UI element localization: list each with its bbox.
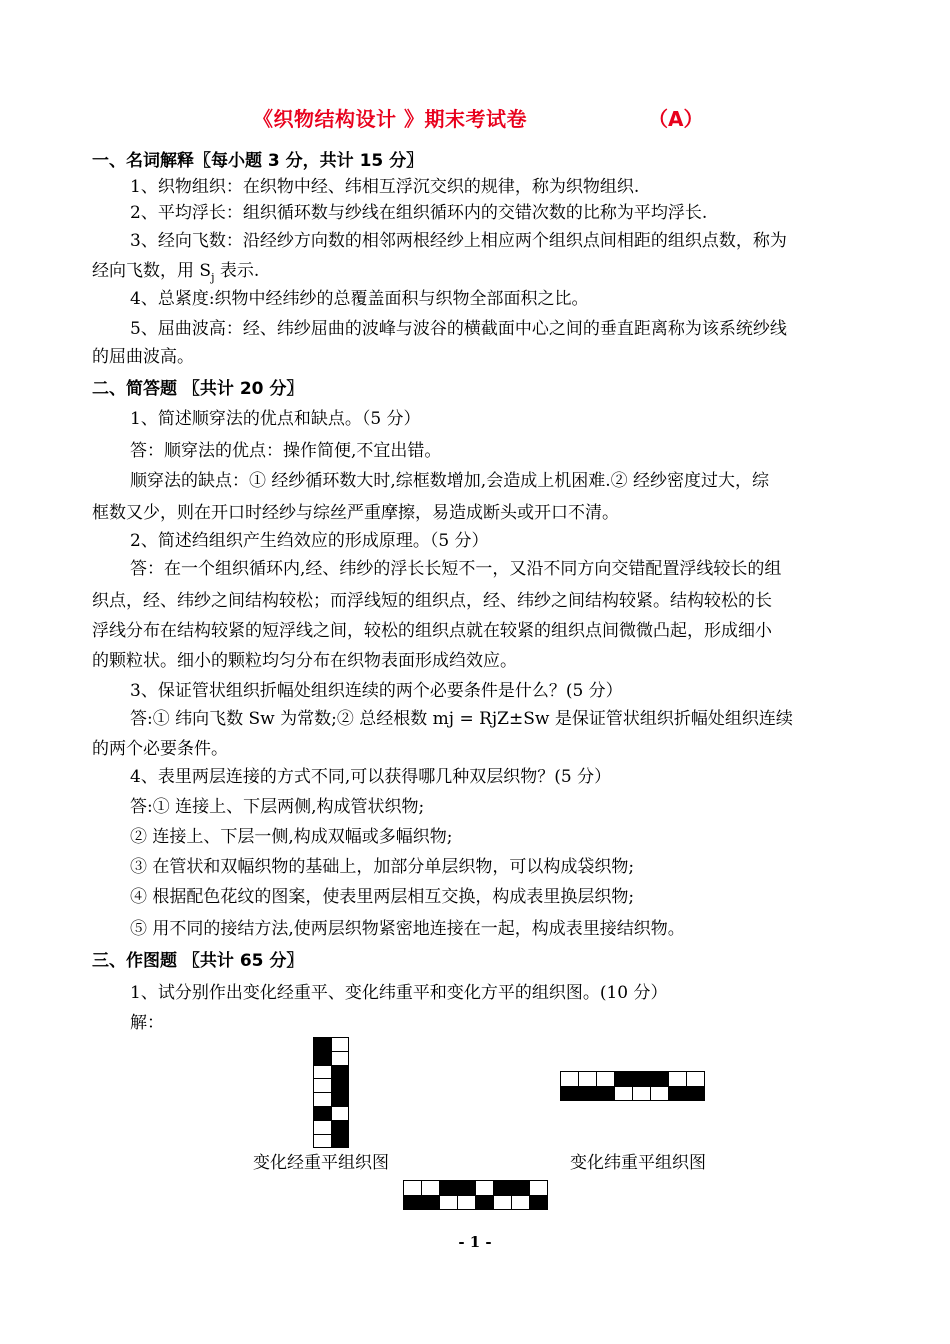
s2-a2-line-2: 织点，经、纬纱之间结构较松；而浮线短的组织点，经、纬纱之间结构较紧。结构较松的长	[92, 591, 772, 611]
weave-cell	[511, 1180, 530, 1196]
weave-cell	[331, 1037, 350, 1052]
weave-cell	[614, 1086, 633, 1102]
exam-title	[0, 103, 950, 137]
section2-heading: 二、简答题 〖共计 20 分〗	[92, 379, 304, 399]
s2-a4-line-4: ④ 根据配色花纹的图案，使表里两层相互交换，构成表里换层织物;	[130, 887, 635, 907]
weave-cell	[331, 1120, 350, 1135]
weave-cell	[313, 1051, 332, 1066]
exam-paper-tag: （A）	[648, 107, 704, 131]
warp-rib-weave-diagram	[313, 1037, 349, 1149]
s2-q1: 1、简述顺穿法的优点和缺点。（5 分）	[130, 409, 421, 429]
weave-cell	[686, 1086, 705, 1102]
weave-cell	[632, 1071, 651, 1087]
s2-q3: 3、保证管状组织折幅处组织连续的两个必要条件是什么？(5 分）	[130, 681, 623, 701]
weave-cell	[475, 1195, 494, 1211]
weave-cell	[313, 1065, 332, 1080]
s1-line-1: 1、织物组织：在织物中经、纬相互浮沉交织的规律，称为织物组织.	[130, 177, 640, 197]
s3-q1: 1、试分别作出变化经重平、变化纬重平和变化方平的组织图。(10 分）	[130, 983, 668, 1003]
s2-a1-line-2: 顺穿法的缺点：① 经纱循环数大时,综框数增加,会造成上机困难.② 经纱密度过大，综	[130, 471, 770, 491]
weave-cell	[331, 1092, 350, 1107]
weave-cell	[511, 1195, 530, 1211]
weave-cell	[596, 1086, 615, 1102]
weave-cell	[403, 1195, 422, 1211]
s2-a1-line-3: 框数又少，则在开口时经纱与综丝严重摩擦，易造成断头或开口不清。	[92, 503, 619, 523]
weave-cell	[560, 1086, 579, 1102]
s2-a2-line-3: 浮线分布在结构较紧的短浮线之间，较松的组织点就在较紧的组织点间微微凸起，形成细小	[92, 621, 772, 641]
page-number: - 1 -	[458, 1233, 492, 1251]
s3-solution-label: 解：	[130, 1013, 164, 1033]
weave-cell	[439, 1180, 458, 1196]
s1-line-4	[92, 258, 950, 286]
section3-heading: 三、作图题 〖共计 65 分〗	[92, 951, 304, 971]
s2-a4-line-1: 答:① 连接上、下层两侧,构成管状织物;	[130, 797, 425, 817]
s2-q4: 4、表里两层连接的方式不同,可以获得哪几种双层织物？(5 分）	[130, 767, 612, 787]
s1-line-4-subscript: j	[211, 271, 215, 284]
s2-a4-line-3: ③ 在管状和双幅织物的基础上，加部分单层织物，可以构成袋织物;	[130, 857, 635, 877]
weave-cell	[493, 1180, 512, 1196]
s2-a1-line-1: 答：顺穿法的优点：操作简便,不宜出错。	[130, 441, 442, 461]
weave-cell	[331, 1134, 350, 1149]
weave-cell	[650, 1086, 669, 1102]
s1-line-2: 2、平均浮长：组织循环数与纱线在组织循环内的交错次数的比称为平均浮长.	[130, 203, 708, 223]
weave-cell	[668, 1086, 687, 1102]
weave-cell	[578, 1086, 597, 1102]
weave-cell	[313, 1078, 332, 1093]
weave-cell	[457, 1180, 476, 1196]
weft-rib-caption: 变化纬重平组织图	[570, 1153, 706, 1173]
weave-cell	[529, 1195, 548, 1211]
weave-cell	[614, 1071, 633, 1087]
weave-cell	[596, 1071, 615, 1087]
weave-cell	[403, 1180, 422, 1196]
s1-line-7: 的屈曲波高。	[92, 347, 194, 367]
s1-line-4-text: 经向飞数，用 S	[92, 261, 212, 281]
weave-cell	[686, 1071, 705, 1087]
weave-cell	[493, 1195, 512, 1211]
weave-cell	[632, 1086, 651, 1102]
weave-cell	[331, 1051, 350, 1066]
weave-cell	[439, 1195, 458, 1211]
weave-cell	[313, 1134, 332, 1149]
s2-a3-line-2: 的两个必要条件。	[92, 739, 228, 759]
weft-rib-weave-diagram	[560, 1071, 705, 1101]
weave-cell	[331, 1078, 350, 1093]
weave-cell	[529, 1180, 548, 1196]
s2-a2-line-1: 答：在一个组织循环内,经、纬纱的浮长长短不一，又沿不同方向交错配置浮线较长的组	[130, 559, 782, 579]
s2-a4-line-2: ② 连接上、下层一侧,构成双幅或多幅织物;	[130, 827, 453, 847]
s1-line-6: 5、屈曲波高：经、纬纱屈曲的波峰与波谷的横截面中心之间的垂直距离称为该系统纱线	[130, 319, 787, 339]
weave-cell	[650, 1071, 669, 1087]
weave-cell	[475, 1180, 494, 1196]
s2-q2: 2、简述绉组织产生绉效应的形成原理。（5 分）	[130, 531, 489, 551]
weave-cell	[313, 1092, 332, 1107]
weave-cell	[331, 1065, 350, 1080]
weave-cell	[313, 1120, 332, 1135]
weave-cell	[313, 1106, 332, 1121]
basket-weave-diagram	[403, 1180, 548, 1210]
s1-line-3: 3、经向飞数：沿经纱方向数的相邻两根经纱上相应两个组织点间相距的组织点数，称为	[130, 231, 787, 251]
s1-line-5: 4、总紧度:织物中经纬纱的总覆盖面积与织物全部面积之比。	[130, 289, 589, 309]
s2-a3-line-1: 答:① 纬向飞数 Sw 为常数;② 总经根数 mj = RjZ±Sw 是保证管状组织折幅处组织连续	[130, 709, 793, 729]
s2-a4-line-5: ⑤ 用不同的接结方法,使两层织物紧密地连接在一起，构成表里接结织物。	[130, 919, 685, 939]
weave-cell	[457, 1195, 476, 1211]
s1-line-4-tail: 表示.	[214, 261, 260, 281]
weave-cell	[421, 1180, 440, 1196]
weave-cell	[560, 1071, 579, 1087]
weave-cell	[421, 1195, 440, 1211]
weave-cell	[313, 1037, 332, 1052]
weave-cell	[331, 1106, 350, 1121]
warp-rib-caption: 变化经重平组织图	[253, 1153, 389, 1173]
exam-title-main: 《织物结构设计 》期末考试卷	[253, 107, 527, 131]
section1-heading: 一、名词解释〖每小题 3 分，共计 15 分〗	[92, 151, 424, 171]
weave-cell	[668, 1071, 687, 1087]
s2-a2-line-4: 的颗粒状。细小的颗粒均匀分布在织物表面形成绉效应。	[92, 651, 517, 671]
weave-cell	[578, 1071, 597, 1087]
